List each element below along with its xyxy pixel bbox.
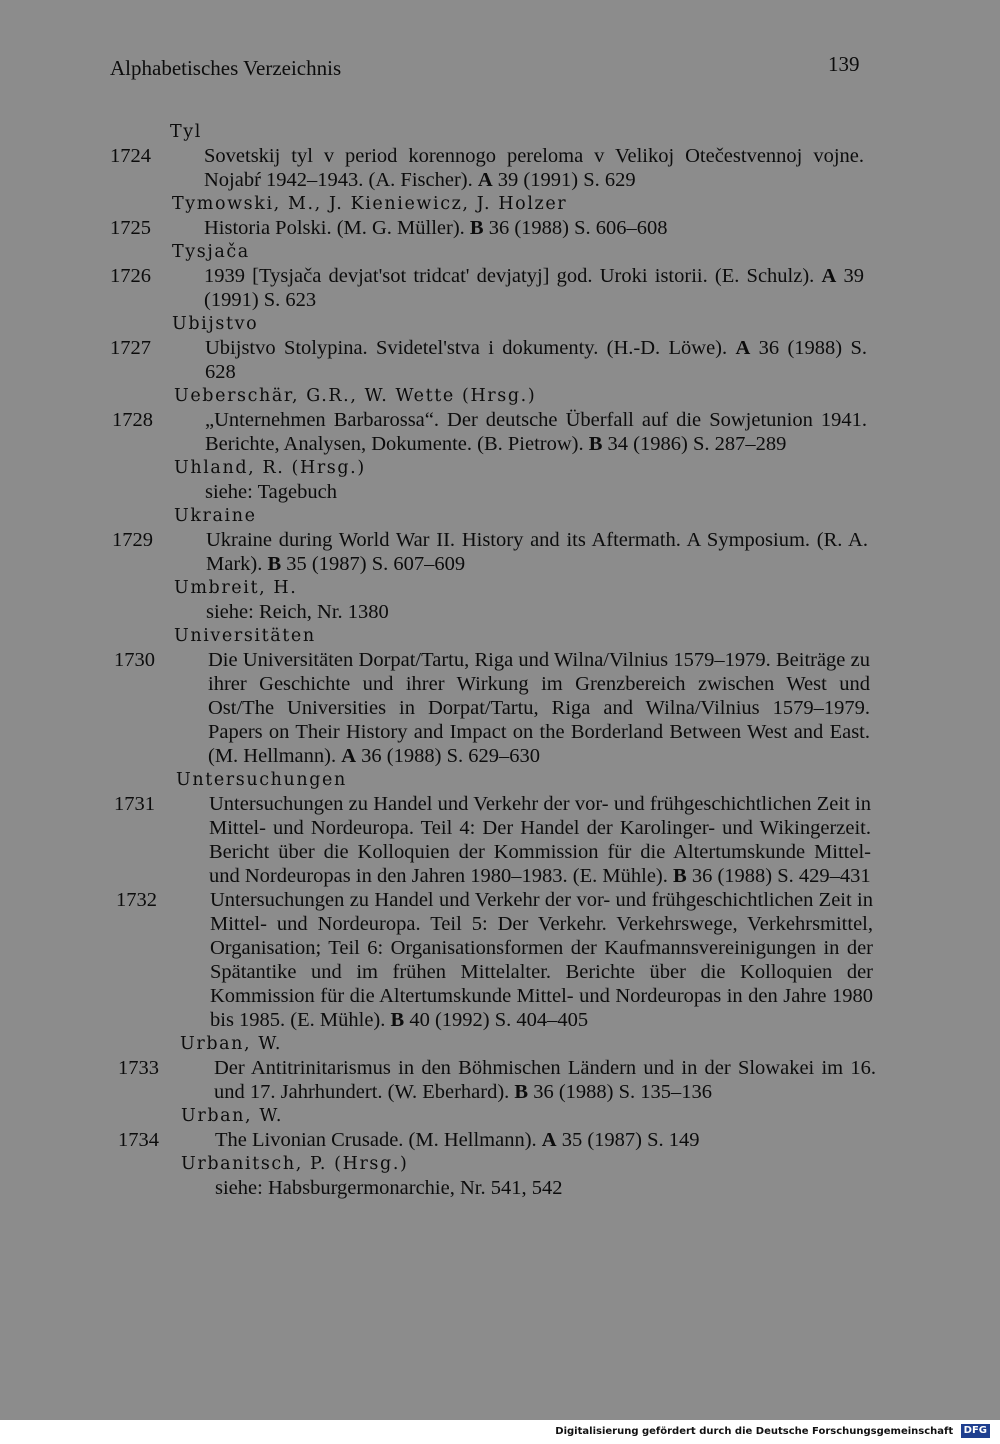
index-heading: Universitäten bbox=[174, 626, 316, 646]
index-heading: Urbanitsch, P. (Hrsg.) bbox=[181, 1154, 409, 1174]
index-entry bbox=[0, 264, 1000, 312]
entry-number: 1725 bbox=[110, 217, 151, 239]
entry-number: 1728 bbox=[112, 409, 153, 431]
entry-text: Sovetskij tyl v period korennogo pereloma v Velikoj Otečestvennoj vojne. Nojabŕ 1942–1943. (A. Fischer). A 39 (1991) S. 629 bbox=[204, 145, 864, 191]
index-heading: Ukraine bbox=[174, 506, 257, 526]
entry-number: 1734 bbox=[118, 1129, 159, 1151]
index-entry bbox=[0, 408, 1000, 456]
credit-text: Digitalisierung gefördert durch die Deutsche Forschungsgemeinschaft bbox=[555, 1426, 954, 1437]
entry-number: 1724 bbox=[110, 145, 151, 167]
index-entry bbox=[0, 792, 1000, 888]
entry-number: 1729 bbox=[112, 529, 153, 551]
entry-number: 1732 bbox=[116, 889, 157, 911]
entry-number: 1733 bbox=[118, 1057, 159, 1079]
index-heading: Umbreit, H. bbox=[174, 578, 298, 598]
index-entry bbox=[0, 528, 1000, 576]
entry-text: „Unternehmen Barbarossa“. Der deutsche Überfall auf die Sowjetunion 1941. Berichte, Analysen, Dokumente. (B. Pietrow). B 34 (1986) S. 287–289 bbox=[205, 409, 867, 455]
index-entry bbox=[0, 1056, 1000, 1104]
entry-text: Ukraine during World War II. History and its Aftermath. A Symposium. (R. A. Mark). B 35 (1987) S. 607–609 bbox=[206, 529, 868, 575]
index-entry bbox=[0, 888, 1000, 1032]
digitization-credit bbox=[555, 1424, 990, 1438]
entry-text: Ubijstvo Stolypina. Svidetel'stva i dokumenty. (H.-D. Löwe). A 36 (1988) S. 628 bbox=[205, 337, 867, 383]
index-heading: Urban, W. bbox=[180, 1034, 283, 1054]
index-body bbox=[0, 120, 1000, 1200]
entry-number: 1727 bbox=[110, 337, 151, 359]
entry-number: 1731 bbox=[114, 793, 155, 815]
index-heading: Ueberschär, G.R., W. Wette (Hrsg.) bbox=[174, 386, 537, 406]
entry-text: Der Antitrinitarismus in den Böhmischen Ländern und in der Slowakei im 16. und 17. Jahrhundert. (W. Eberhard). B 36 (1988) S. 135–136 bbox=[214, 1057, 876, 1103]
entry-number: 1730 bbox=[114, 649, 155, 671]
index-heading: Tysjača bbox=[172, 242, 250, 262]
dfg-logo: DFG bbox=[961, 1424, 990, 1438]
see-also-reference: siehe: Tagebuch bbox=[205, 481, 337, 503]
entry-text: Historia Polski. (M. G. Müller). B 36 (1988) S. 606–608 bbox=[204, 217, 668, 239]
index-entry bbox=[0, 216, 1000, 240]
entry-number: 1726 bbox=[110, 265, 151, 287]
see-also-reference: siehe: Reich, Nr. 1380 bbox=[206, 601, 389, 623]
index-heading: Untersuchungen bbox=[176, 770, 347, 790]
index-entry bbox=[0, 648, 1000, 768]
entry-text: Untersuchungen zu Handel und Verkehr der vor- und frühgeschichtlichen Zeit in Mittel- und Nordeuropa. Teil 4: Der Handel der Karolinger- und Wikingerzeit. Bericht über die Kolloquien der Kommission für die Altertumskunde Mittel- und Nordeuropas in den Jahren 1980–1983. (E. Mühle). B 36 (1988) S. 429–431 bbox=[209, 793, 871, 887]
running-head: Alphabetisches Verzeichnis bbox=[110, 56, 342, 80]
entry-text: Untersuchungen zu Handel und Verkehr der vor- und frühgeschichtlichen Zeit in Mittel- und Nordeuropa. Teil 5: Der Verkehr. Verkehrswege, Verkehrsmittel, Organisation; Teil 6: Organisationsformen der Kaufmannsvereinigungen in der Spätantike und im frühen Mittelalter. Berichte über die Kolloquien der Kommission für die Altertumskunde Mittel- und Nordeuropas in den Jahre 1980 bis 1985. (E. Mühle). B 40 (1992) S. 404–405 bbox=[210, 889, 873, 1031]
index-heading: Uhland, R. (Hrsg.) bbox=[174, 458, 366, 478]
index-heading: Tyl bbox=[170, 122, 202, 142]
entry-text: Die Universitäten Dorpat/Tartu, Riga und Wilna/Vilnius 1579–1979. Beiträge zu ihrer Geschichte und ihrer Wirkung im Grenzbereich zwischen West und Ost/The Universities in Dorpat/Tartu, Riga and Wilna/Vilnius 1579–1979. Papers on Their History and Impact on the Borderland Between West and East. (M. Hellmann). A 36 (1988) S. 629–630 bbox=[208, 649, 870, 767]
see-also-reference: siehe: Habsburgermonarchie, Nr. 541, 542 bbox=[215, 1177, 563, 1199]
index-heading: Tymowski, M., J. Kieniewicz, J. Holzer bbox=[172, 194, 568, 214]
page-number: 139 bbox=[828, 52, 860, 76]
entry-text: The Livonian Crusade. (M. Hellmann). A 35 (1987) S. 149 bbox=[215, 1129, 700, 1151]
index-entry bbox=[0, 144, 1000, 192]
index-heading: Urban, W. bbox=[181, 1106, 284, 1126]
index-heading: Ubijstvo bbox=[172, 314, 259, 334]
index-entry bbox=[0, 1128, 1000, 1152]
index-entry bbox=[0, 336, 1000, 384]
entry-text: 1939 [Tysjača devjat'sot tridcat' devjatyj] god. Uroki istorii. (E. Schulz). A 39 (1991) S. 623 bbox=[204, 265, 864, 311]
